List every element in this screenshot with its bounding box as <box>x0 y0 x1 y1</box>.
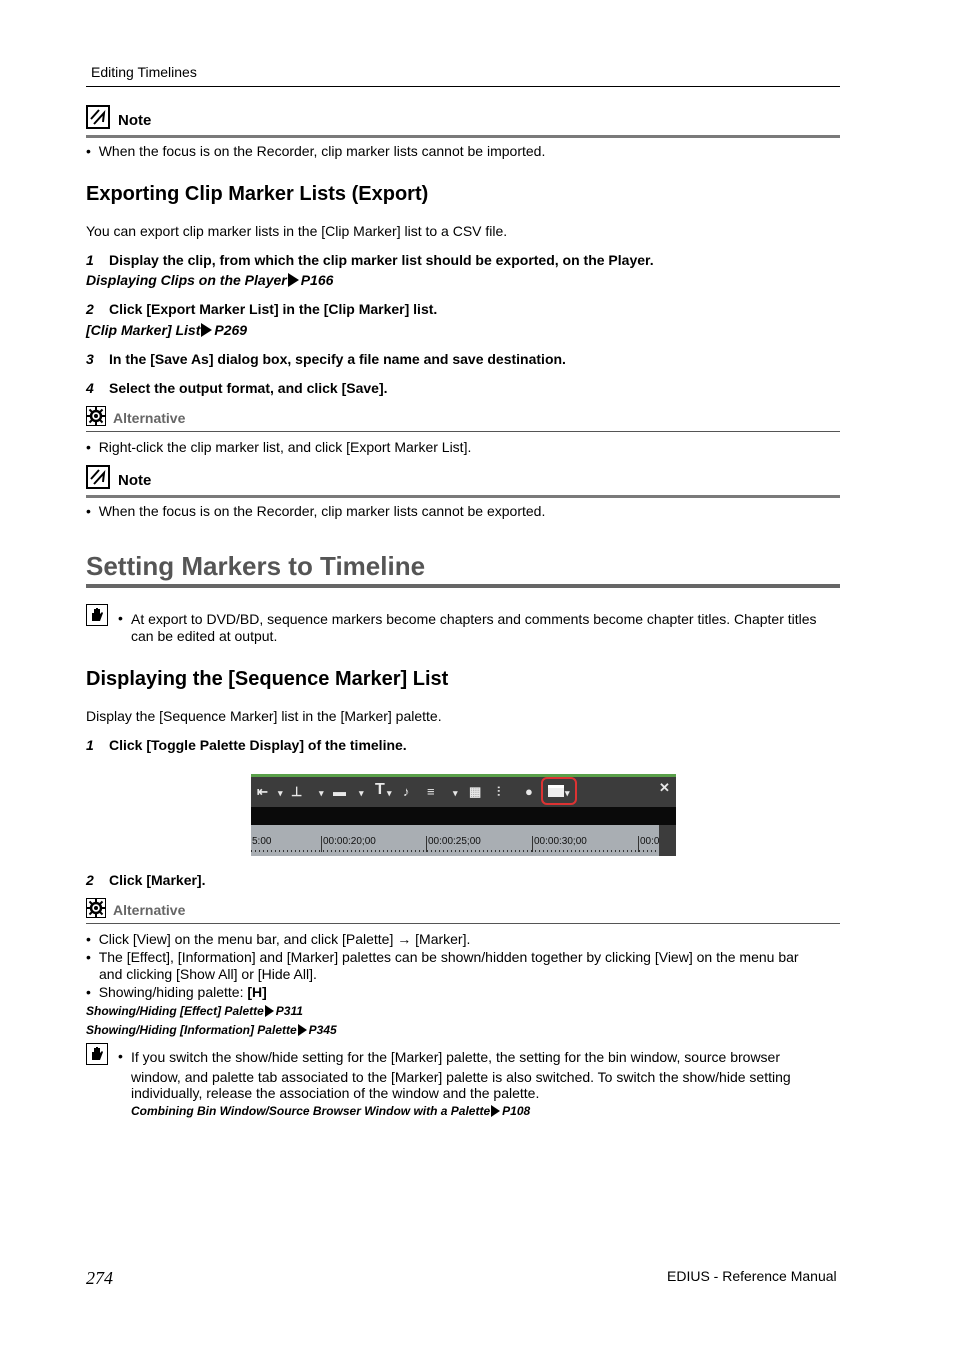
ruler-ticks <box>251 850 659 852</box>
timeline-toolbar <box>251 777 676 807</box>
arrow-right-icon <box>265 1005 274 1017</box>
cross-reference-link[interactable]: [Clip Marker] List P269 <box>86 322 248 338</box>
export-step-3: 3 In the [Save As] dialog box, specify a file name and save destination. <box>86 351 566 367</box>
note-icon <box>86 105 110 129</box>
timecode-label: 00:00:20;00 <box>323 836 376 847</box>
note-rule <box>86 135 840 138</box>
tip-bullet: • <box>118 1048 123 1064</box>
alternative-item-continued: and clicking [Show All] or [Hide All]. <box>99 966 317 982</box>
page-number: 274 <box>86 1268 113 1288</box>
timeline-track <box>251 807 676 825</box>
note-title: Note <box>118 112 152 129</box>
shortcut-key: [H] <box>247 984 267 1000</box>
tip-hand-icon <box>86 604 108 626</box>
palette-window-icon <box>548 785 564 797</box>
microphone-icon[interactable]: ♪ <box>403 784 410 799</box>
timeline-toolbar-screenshot <box>251 774 676 856</box>
alternative-item: • Showing/hiding palette: [H] <box>86 984 267 1000</box>
ruler-scroll-area <box>659 825 676 856</box>
alternative-item: • The [Effect], [Information] and [Marker] palettes can be shown/hidden together by clicking [View] on the menu bar <box>86 949 799 965</box>
arrow-right-icon <box>298 1024 307 1036</box>
tip-text: window, and palette tab associated to the [Marker] palette is also switched. To switch the show/hide setting <box>131 1069 791 1085</box>
cross-reference-link[interactable]: Displaying Clips on the Player P166 <box>86 272 334 288</box>
timecode-label: 00:00:25;00 <box>428 836 481 847</box>
cross-reference-link[interactable]: Showing/Hiding [Information] Palette P345 <box>86 1023 337 1037</box>
note-title: Note <box>118 472 152 489</box>
film-icon[interactable]: ▬ <box>333 784 346 799</box>
export-intro: You can export clip marker lists in the [Clip Marker] list to a CSV file. <box>86 223 508 239</box>
alternative-rule <box>86 431 840 432</box>
mixer-icon[interactable]: ⫶ <box>497 784 501 799</box>
display-intro: Display the [Sequence Marker] list in the [Marker] palette. <box>86 708 442 724</box>
alternative-gear-icon <box>86 898 106 918</box>
arrow-right-icon <box>491 1105 500 1117</box>
chevron-down-icon[interactable]: ▾ <box>319 788 324 798</box>
note-icon <box>86 465 110 489</box>
note-rule <box>86 495 840 498</box>
section-heading-display: Displaying the [Sequence Marker] List <box>86 668 449 690</box>
page-title: Setting Markers to Timeline <box>86 551 426 581</box>
alternative-title: Alternative <box>113 410 186 426</box>
alternative-gear-icon <box>86 406 106 426</box>
cross-reference-link[interactable]: Combining Bin Window/Source Browser Window with a Palette P108 <box>131 1104 531 1118</box>
arrow-right-icon <box>201 323 212 337</box>
timecode-label: 00:00:30;00 <box>534 836 587 847</box>
chevron-down-icon[interactable]: ▾ <box>387 788 392 798</box>
alternative-item: • Click [View] on the menu bar, and click [Palette] → [Marker]. <box>86 931 471 947</box>
chevron-down-icon[interactable]: ▾ <box>565 788 570 798</box>
tip-hand-icon <box>86 1043 108 1065</box>
header-rule <box>86 86 840 87</box>
alternative-title: Alternative <box>113 902 186 918</box>
title-icon[interactable]: T <box>375 781 385 798</box>
ruler-major-tick <box>426 836 427 852</box>
display-step-2: 2 Click [Marker]. <box>86 872 206 888</box>
sync-icon[interactable]: ≡ <box>427 784 435 799</box>
ripple-icon[interactable]: ⊥ <box>291 784 303 799</box>
running-header: Editing Timelines <box>91 64 197 80</box>
title-rule <box>86 584 840 588</box>
export-step-1: 1 Display the clip, from which the clip marker list should be exported, on the Player. <box>86 252 654 268</box>
display-step-1: 1 Click [Toggle Palette Display] of the timeline. <box>86 737 407 753</box>
alternative-item: • Right-click the clip marker list, and click [Export Marker List]. <box>86 439 472 455</box>
timecode-label: 00:0 <box>640 836 660 847</box>
ruler-major-tick <box>321 836 322 852</box>
tip-text: If you switch the show/hide setting for the [Marker] palette, the setting for the bin window, source browser <box>131 1049 780 1065</box>
tip-text: At export to DVD/BD, sequence markers become chapters and comments become chapter titles. Chapter titles <box>131 611 817 627</box>
note-item: • When the focus is on the Recorder, clip marker lists cannot be imported. <box>86 143 546 159</box>
tip-text: individually, release the association of the window and the palette. <box>131 1085 540 1101</box>
tip-text: can be edited at output. <box>131 628 278 644</box>
arrow-right-icon <box>288 273 299 287</box>
alternative-rule <box>86 923 840 924</box>
chevron-down-icon[interactable]: ▾ <box>359 788 364 798</box>
export-step-2: 2 Click [Export Marker List] in the [Clip Marker] list. <box>86 301 438 317</box>
note-item: • When the focus is on the Recorder, clip marker lists cannot be exported. <box>86 503 546 519</box>
close-icon[interactable]: ✕ <box>659 780 670 795</box>
chevron-down-icon[interactable]: ▾ <box>453 788 458 798</box>
cross-reference-link[interactable]: Showing/Hiding [Effect] Palette P311 <box>86 1004 303 1018</box>
manual-title: EDIUS - Reference Manual <box>667 1268 837 1284</box>
ruler-major-tick <box>638 836 639 852</box>
section-heading-export: Exporting Clip Marker Lists (Export) <box>86 183 429 205</box>
tip-bullet: • <box>118 610 123 626</box>
export-step-4: 4 Select the output format, and click [Save]. <box>86 380 388 396</box>
chevron-down-icon[interactable]: ▾ <box>278 788 283 798</box>
render-icon[interactable]: ● <box>525 784 533 799</box>
arrow-icon[interactable]: ⇤ <box>257 784 268 799</box>
ruler-major-tick <box>532 836 533 852</box>
table-icon[interactable]: ▦ <box>469 784 482 799</box>
timecode-label: 5:00 <box>252 836 272 847</box>
